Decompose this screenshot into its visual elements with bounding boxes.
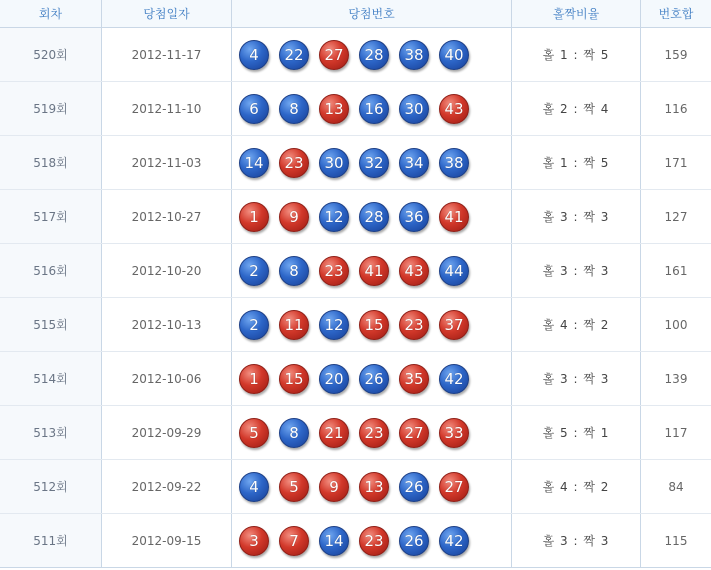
number-ball: 27 — [439, 472, 469, 502]
odd-even-ratio-cell: 홀 4 : 짝 2 — [511, 298, 640, 351]
number-ball: 36 — [399, 202, 429, 232]
date-cell: 2012-10-27 — [101, 190, 231, 243]
number-ball: 23 — [399, 310, 429, 340]
winning-numbers-cell — [231, 514, 511, 567]
odd-even-ratio-cell: 홀 3 : 짝 3 — [511, 190, 640, 243]
round-cell: 514회 — [0, 352, 101, 405]
number-ball: 30 — [399, 94, 429, 124]
number-sum-cell: 159 — [640, 28, 711, 81]
table-row — [0, 460, 711, 514]
table-row — [0, 136, 711, 190]
number-ball: 40 — [439, 40, 469, 70]
number-ball: 20 — [319, 364, 349, 394]
odd-even-ratio-cell: 홀 1 : 짝 5 — [511, 28, 640, 81]
number-ball: 12 — [319, 202, 349, 232]
number-ball: 6 — [239, 94, 269, 124]
number-sum-cell: 139 — [640, 352, 711, 405]
table-row — [0, 190, 711, 244]
number-ball: 42 — [439, 364, 469, 394]
number-ball: 28 — [359, 40, 389, 70]
date-cell: 2012-11-10 — [101, 82, 231, 135]
winning-numbers-cell — [231, 298, 511, 351]
odd-even-ratio-cell: 홀 1 : 짝 5 — [511, 136, 640, 189]
table-body — [0, 28, 711, 568]
date-cell: 2012-11-17 — [101, 28, 231, 81]
number-ball: 38 — [399, 40, 429, 70]
number-ball: 43 — [439, 94, 469, 124]
number-ball: 23 — [359, 526, 389, 556]
number-ball: 38 — [439, 148, 469, 178]
round-cell: 513회 — [0, 406, 101, 459]
winning-numbers-cell — [231, 82, 511, 135]
number-ball: 14 — [319, 526, 349, 556]
number-ball: 11 — [279, 310, 309, 340]
number-ball: 27 — [399, 418, 429, 448]
table-row — [0, 82, 711, 136]
number-ball: 43 — [399, 256, 429, 286]
round-cell: 512회 — [0, 460, 101, 513]
number-sum-cell: 161 — [640, 244, 711, 297]
number-ball: 35 — [399, 364, 429, 394]
number-ball: 26 — [359, 364, 389, 394]
number-ball: 2 — [239, 310, 269, 340]
date-cell: 2012-11-03 — [101, 136, 231, 189]
round-cell: 511회 — [0, 514, 101, 567]
header-date: 당첨일자 — [101, 0, 231, 27]
number-ball: 3 — [239, 526, 269, 556]
round-cell: 515회 — [0, 298, 101, 351]
winning-numbers-cell — [231, 244, 511, 297]
winning-numbers-cell — [231, 136, 511, 189]
odd-even-ratio-cell: 홀 3 : 짝 3 — [511, 514, 640, 567]
number-sum-cell: 115 — [640, 514, 711, 567]
number-ball: 5 — [239, 418, 269, 448]
number-ball: 33 — [439, 418, 469, 448]
date-cell: 2012-09-29 — [101, 406, 231, 459]
number-ball: 1 — [239, 364, 269, 394]
table-row — [0, 514, 711, 568]
date-cell: 2012-09-15 — [101, 514, 231, 567]
number-sum-cell: 127 — [640, 190, 711, 243]
number-ball: 22 — [279, 40, 309, 70]
number-ball: 44 — [439, 256, 469, 286]
number-ball: 14 — [239, 148, 269, 178]
round-cell: 517회 — [0, 190, 101, 243]
number-ball: 37 — [439, 310, 469, 340]
table-row — [0, 244, 711, 298]
winning-numbers-cell — [231, 28, 511, 81]
number-sum-cell: 100 — [640, 298, 711, 351]
number-ball: 2 — [239, 256, 269, 286]
winning-numbers-cell — [231, 406, 511, 459]
table-header — [0, 0, 711, 28]
number-ball: 9 — [279, 202, 309, 232]
number-ball: 4 — [239, 40, 269, 70]
number-ball: 26 — [399, 526, 429, 556]
number-ball: 5 — [279, 472, 309, 502]
odd-even-ratio-cell: 홀 3 : 짝 3 — [511, 352, 640, 405]
number-ball: 8 — [279, 418, 309, 448]
odd-even-ratio-cell: 홀 4 : 짝 2 — [511, 460, 640, 513]
number-sum-cell: 84 — [640, 460, 711, 513]
number-ball: 13 — [319, 94, 349, 124]
number-ball: 23 — [359, 418, 389, 448]
table-row — [0, 352, 711, 406]
number-sum-cell: 171 — [640, 136, 711, 189]
date-cell: 2012-10-13 — [101, 298, 231, 351]
number-ball: 15 — [279, 364, 309, 394]
number-ball: 32 — [359, 148, 389, 178]
date-cell: 2012-10-06 — [101, 352, 231, 405]
odd-even-ratio-cell: 홀 2 : 짝 4 — [511, 82, 640, 135]
header-sum: 번호합 — [640, 0, 711, 27]
date-cell: 2012-10-20 — [101, 244, 231, 297]
number-ball: 12 — [319, 310, 349, 340]
date-cell: 2012-09-22 — [101, 460, 231, 513]
number-ball: 4 — [239, 472, 269, 502]
number-ball: 28 — [359, 202, 389, 232]
header-round: 회차 — [38, 7, 63, 21]
number-ball: 13 — [359, 472, 389, 502]
winning-numbers-cell — [231, 190, 511, 243]
number-ball: 1 — [239, 202, 269, 232]
round-cell: 516회 — [0, 244, 101, 297]
number-ball: 21 — [319, 418, 349, 448]
number-ball: 27 — [319, 40, 349, 70]
table-row — [0, 406, 711, 460]
header-ratio: 홀짝비율 — [511, 0, 640, 27]
number-ball: 23 — [279, 148, 309, 178]
round-cell: 519회 — [0, 82, 101, 135]
header-numbers: 당첨번호 — [231, 0, 511, 27]
number-ball: 41 — [439, 202, 469, 232]
number-ball: 8 — [279, 256, 309, 286]
number-ball: 34 — [399, 148, 429, 178]
table-row — [0, 28, 711, 82]
number-ball: 8 — [279, 94, 309, 124]
number-ball: 9 — [319, 472, 349, 502]
number-ball: 30 — [319, 148, 349, 178]
number-ball: 7 — [279, 526, 309, 556]
number-sum-cell: 117 — [640, 406, 711, 459]
number-ball: 42 — [439, 526, 469, 556]
number-ball: 23 — [319, 256, 349, 286]
number-ball: 16 — [359, 94, 389, 124]
number-ball: 26 — [399, 472, 429, 502]
number-sum-cell: 116 — [640, 82, 711, 135]
odd-even-ratio-cell: 홀 5 : 짝 1 — [511, 406, 640, 459]
winning-numbers-cell — [231, 352, 511, 405]
winning-numbers-cell — [231, 460, 511, 513]
number-ball: 41 — [359, 256, 389, 286]
number-ball: 15 — [359, 310, 389, 340]
round-cell: 518회 — [0, 136, 101, 189]
table-row — [0, 298, 711, 352]
round-cell: 520회 — [0, 28, 101, 81]
odd-even-ratio-cell: 홀 3 : 짝 3 — [511, 244, 640, 297]
